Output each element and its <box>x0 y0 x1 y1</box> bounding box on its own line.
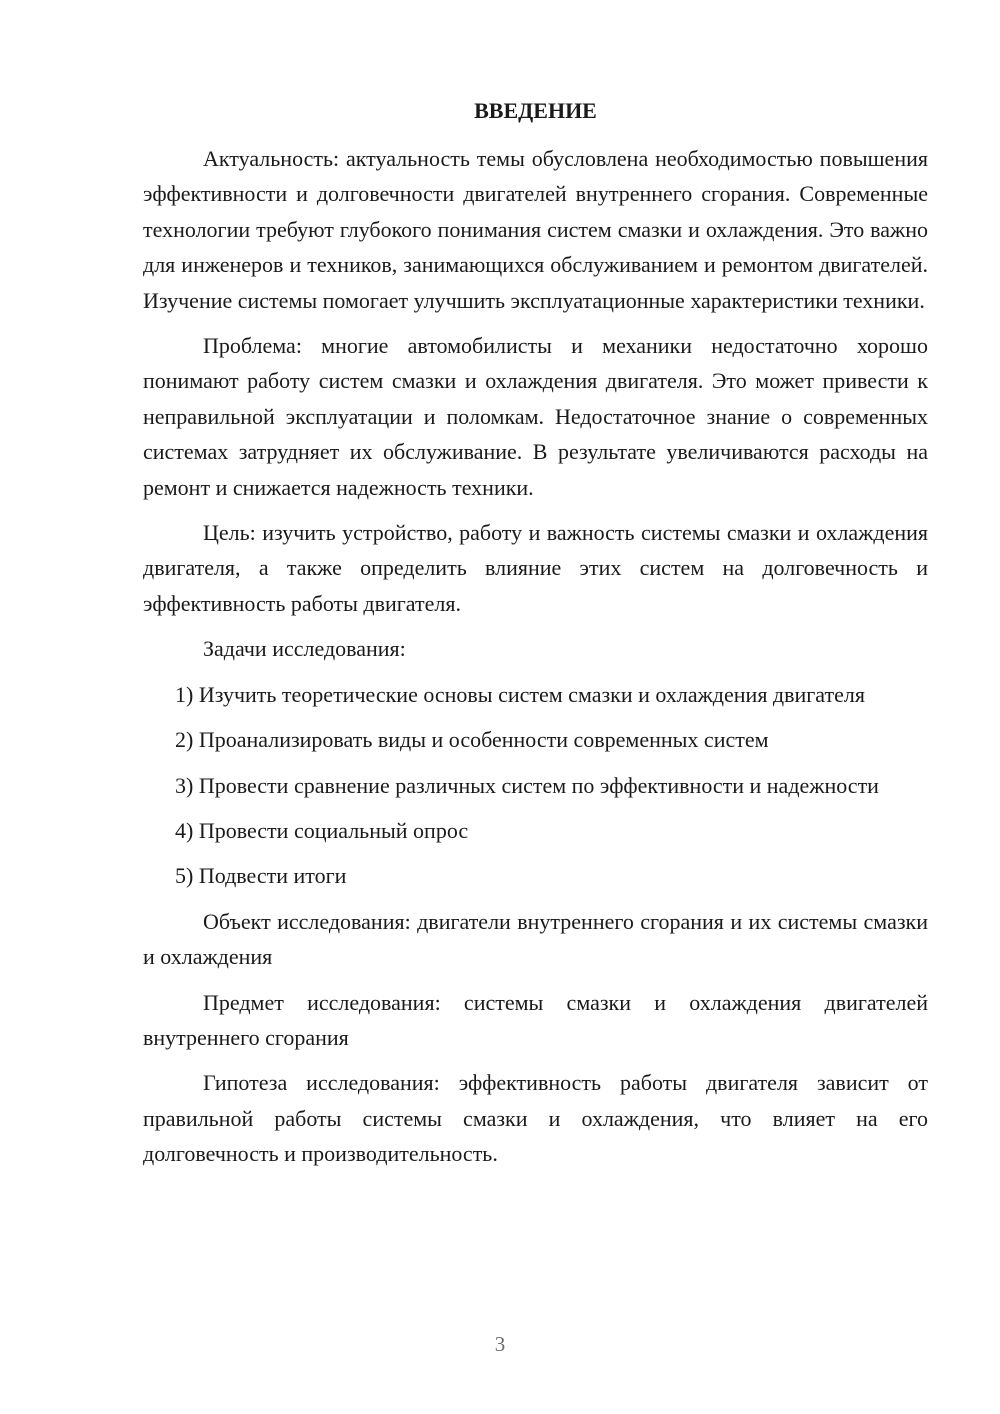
task-item-2: 2) Проанализировать виды и особенности современных систем <box>175 727 769 753</box>
paragraph-object: Объект исследования: двигатели внутреннего сгорания и их системы смазки и охлаждения <box>143 908 928 970</box>
paragraph-hypothesis: Гипотеза исследования: эффективность работы двигателя зависит от правильной работы системы смазки и охлаждения, что влияет на его долговечность и производительность. <box>143 1070 928 1167</box>
task-item-1: 1) Изучить теоретические основы систем смазки и охлаждения двигателя <box>175 681 865 707</box>
paragraph-goal: Цель: изучить устройство, работу и важность системы смазки и охлаждения двигателя, а также определить влияние этих систем на долговечность и эффективность работы двигателя. <box>143 520 928 616</box>
task-item-3: 3) Провести сравнение различных систем по эффективности и надежности <box>175 772 879 798</box>
page-number: 3 <box>494 1332 506 1356</box>
section-heading: ВВЕДЕНИЕ <box>474 98 597 123</box>
paragraph-problem: Проблема: многие автомобилисты и механики недостаточно хорошо понимают работу систем смазки и охлаждения двигателя. Это может привести к неправильной эксплуатации и поломкам. Недостаточное знание о современных системах затрудняет их обслуживание. В результате увеличиваются расходы на ремонт и снижается надежность техники. <box>143 333 928 500</box>
paragraph-tasks-title: Задачи исследования: <box>203 636 406 662</box>
paragraph-subject: Предмет исследования: системы смазки и охлаждения двигателей внутреннего сгорания <box>143 989 928 1050</box>
paragraph-relevance: Актуальность: актуальность темы обусловлена необходимостью повышения эффективности и долговечности двигателей внутреннего сгорания. Современные технологии требуют глубокого понимания систем смазки и охлаждения. Это важно для инженеров и техников, занимающихся обслуживанием и ремонтом двигателей. Изучение системы помогает улучшить эксплуатационные характеристики техники. <box>143 146 928 313</box>
document-page <box>143 94 928 1172</box>
task-item-5: 5) Подвести итоги <box>175 863 347 889</box>
task-item-4: 4) Провести социальный опрос <box>175 817 469 843</box>
